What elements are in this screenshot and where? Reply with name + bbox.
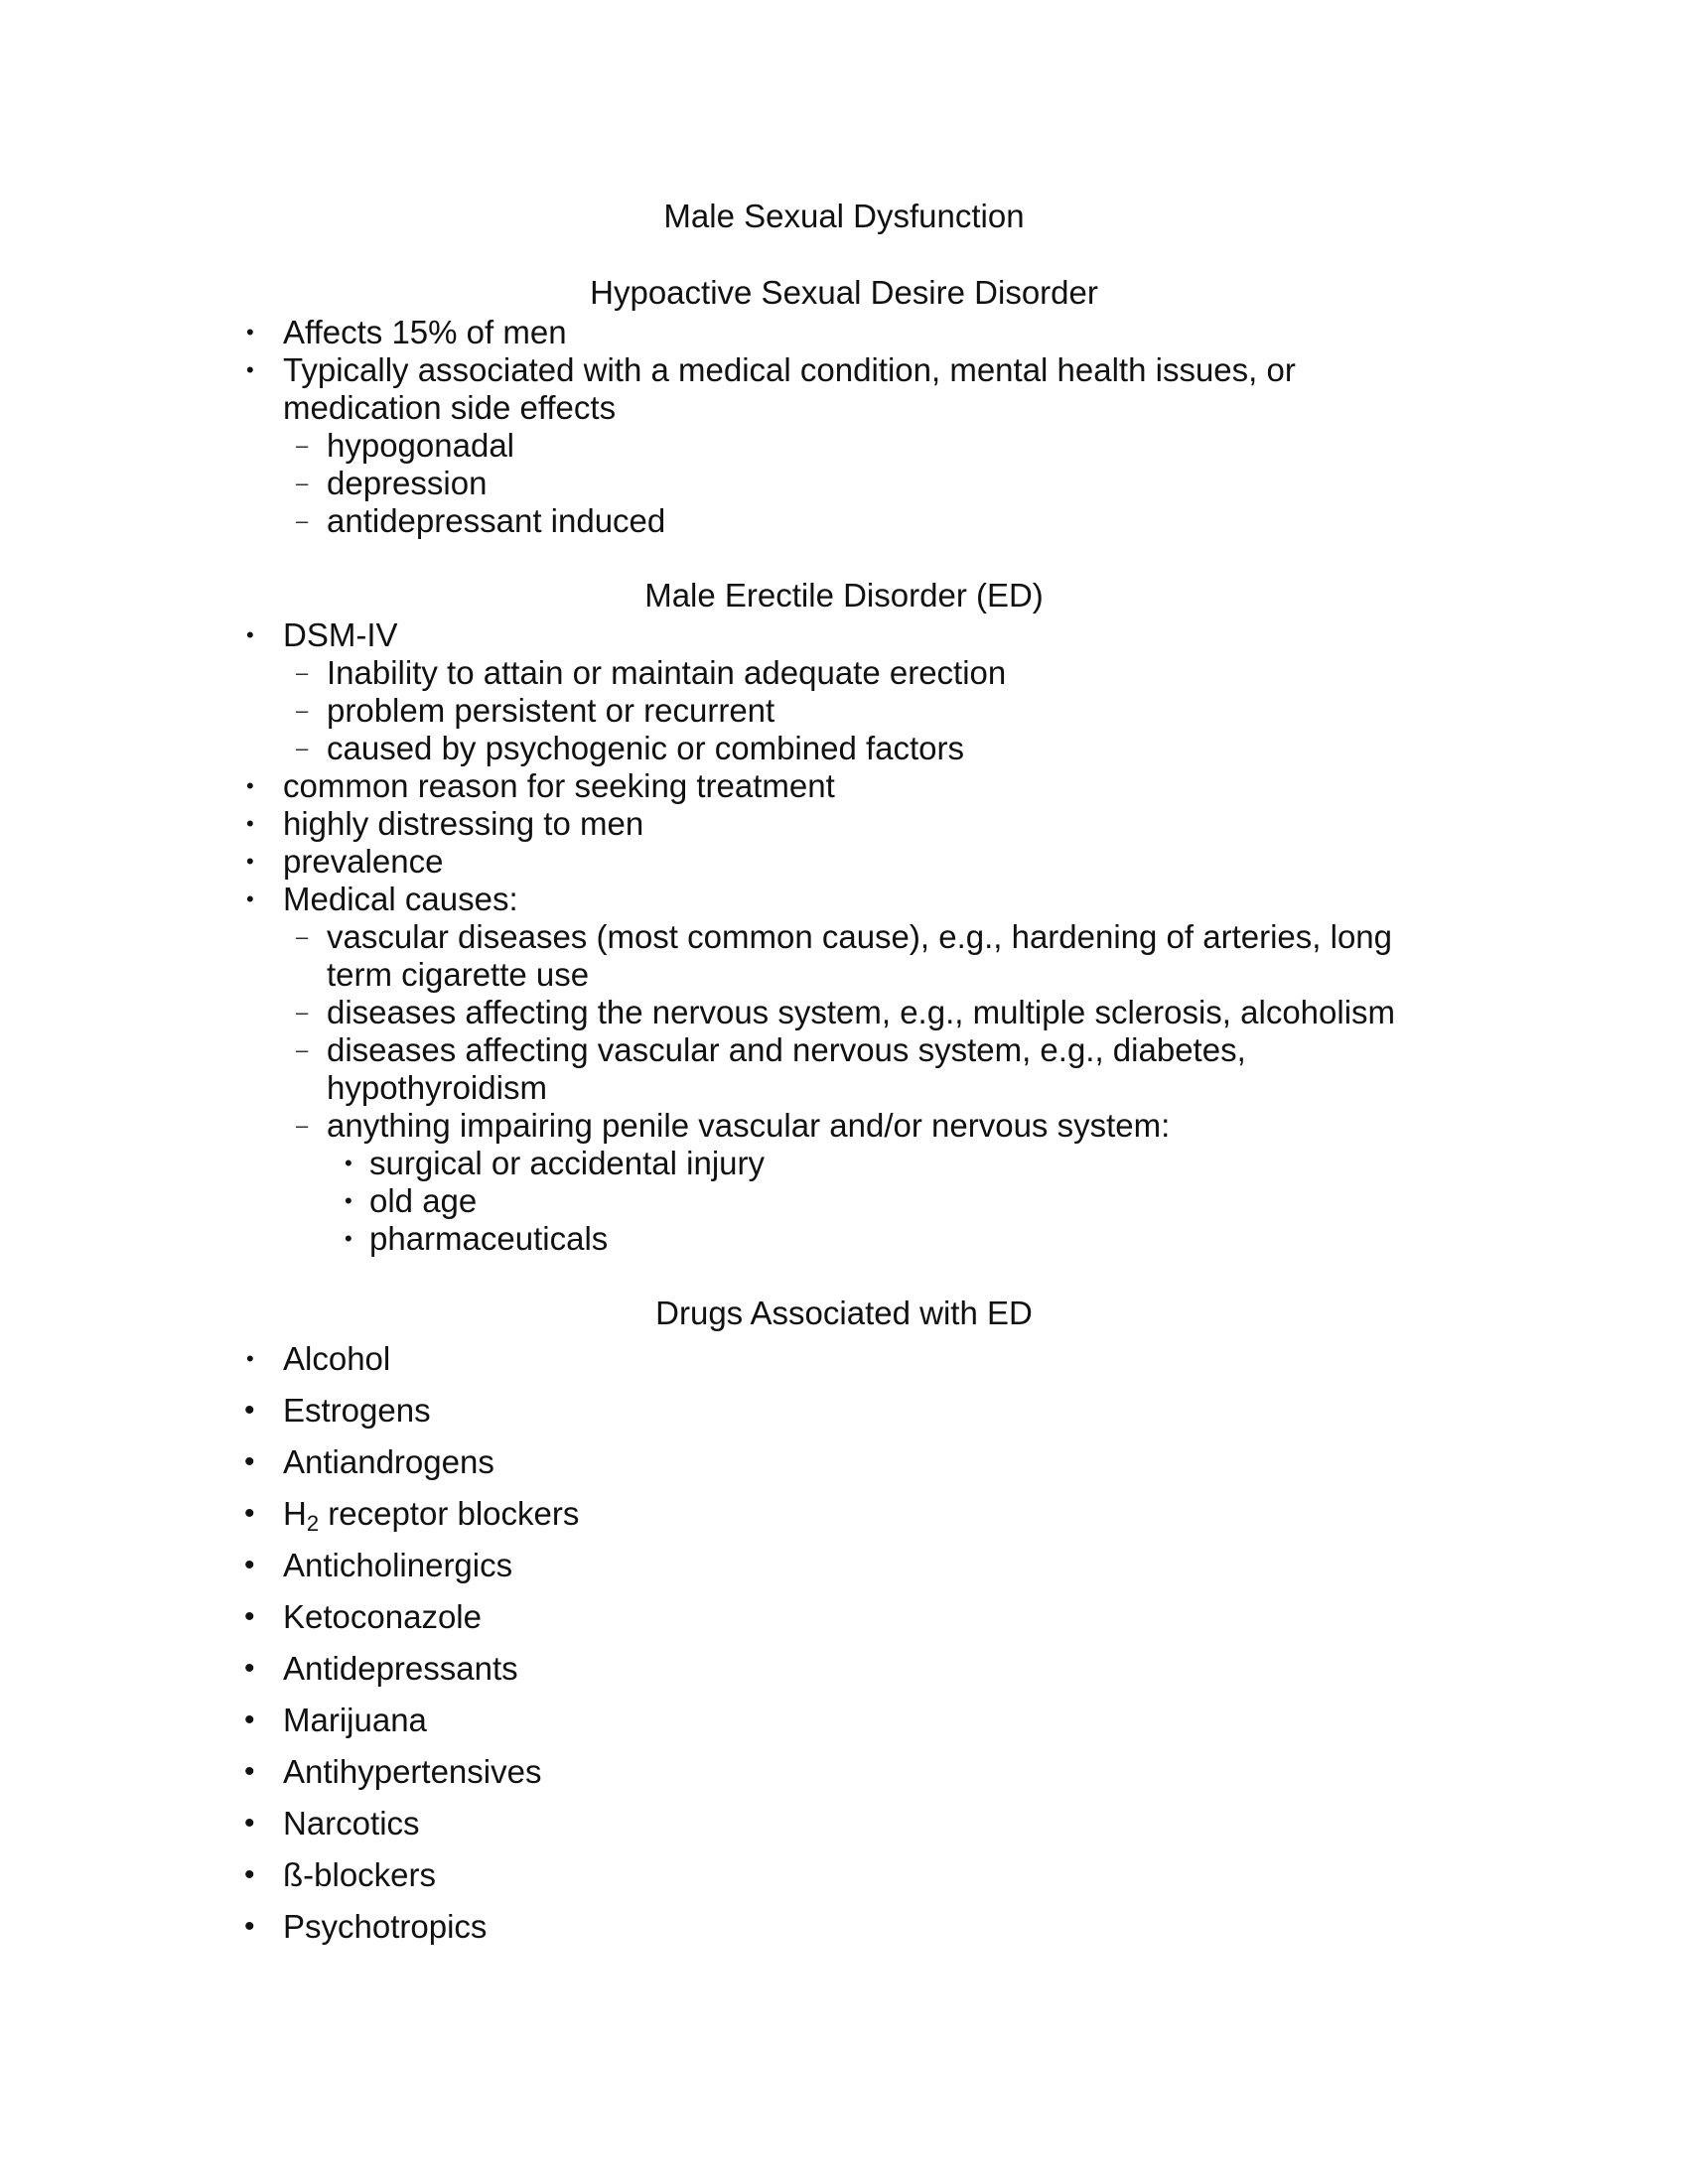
bullet-marker: •	[246, 622, 254, 647]
sub-sub-list-item: surgical or accidental injury	[369, 1145, 766, 1181]
list-item: Affects 15% of men	[283, 314, 567, 350]
bullet-marker: •	[345, 1188, 352, 1213]
dash-marker: –	[296, 433, 309, 458]
sub-list-item: diseases affecting the nervous system, e.g., multiple sclerosis, alcoholism	[327, 994, 1396, 1030]
drug-list-item: Ketoconazole	[283, 1598, 482, 1635]
section-heading-hsdd: Hypoactive Sexual Desire Disorder	[590, 274, 1098, 311]
page-title: Male Sexual Dysfunction	[663, 198, 1025, 234]
sub-list-item: Inability to attain or maintain adequate erection	[327, 654, 1007, 691]
section-heading-drugs: Drugs Associated with ED	[655, 1295, 1033, 1331]
sub-list-item: vascular diseases (most common cause), e.g., hardening of arteries, long	[327, 918, 1393, 955]
bullet-marker: •	[246, 320, 254, 344]
sub-list-item: problem persistent or recurrent	[327, 692, 775, 729]
drug-list-item: Antidepressants	[283, 1650, 518, 1687]
list-item: common reason for seeking treatment	[283, 767, 835, 804]
list-item: DSM-IV	[283, 616, 398, 653]
dash-marker: –	[296, 736, 309, 760]
drug-list-item: Antihypertensives	[283, 1753, 542, 1790]
bullet-marker: •	[244, 1497, 255, 1530]
dash-marker: –	[296, 924, 309, 949]
drug-list-item: Alcohol	[283, 1340, 391, 1377]
bullet-marker: •	[246, 1346, 254, 1371]
dash-marker: –	[296, 508, 309, 533]
drug-h2-suffix: receptor blockers	[319, 1495, 580, 1532]
list-item: prevalence	[283, 843, 444, 880]
sub-sub-list-item: pharmaceuticals	[369, 1220, 609, 1257]
sub-list-item: caused by psychogenic or combined factors	[327, 730, 965, 766]
sub-list-item: depression	[327, 465, 488, 501]
sub-list-item: antidepressant induced	[327, 502, 666, 539]
drug-list-item: Antiandrogens	[283, 1443, 494, 1480]
list-item: Typically associated with a medical condition, mental health issues, or	[283, 351, 1296, 388]
dash-marker: –	[296, 660, 309, 685]
bullet-marker: •	[246, 357, 254, 382]
bullet-marker: •	[244, 1652, 255, 1685]
drug-list-item	[283, 1495, 579, 1543]
bullet-marker: •	[244, 1445, 255, 1478]
sub-list-item: hypogonadal	[327, 427, 515, 464]
drug-list-item: Narcotics	[283, 1805, 420, 1842]
sub-list-item-continuation: term cigarette use	[327, 956, 590, 993]
dash-marker: –	[296, 1113, 309, 1138]
sub-list-item: diseases affecting vascular and nervous system, e.g., diabetes,	[327, 1031, 1246, 1068]
bullet-marker: •	[244, 1600, 255, 1633]
bullet-marker: •	[244, 1704, 255, 1736]
list-item-continuation: medication side effects	[283, 389, 617, 426]
dash-marker: –	[296, 1000, 309, 1024]
drug-h2-subscript: 2	[306, 1511, 320, 1536]
drug-list-item: Anticholinergics	[283, 1547, 513, 1583]
drug-h2-prefix: H	[283, 1495, 307, 1532]
sub-list-item: anything impairing penile vascular and/or nervous system:	[327, 1107, 1171, 1144]
dash-marker: –	[296, 1037, 309, 1062]
bullet-marker: •	[244, 1910, 255, 1943]
bullet-marker: •	[244, 1858, 255, 1891]
bullet-marker: •	[246, 773, 254, 798]
bullet-marker: •	[244, 1394, 255, 1427]
drug-list-item: Psychotropics	[283, 1908, 488, 1945]
drug-list-item: Estrogens	[283, 1392, 431, 1429]
dash-marker: –	[296, 471, 309, 495]
bullet-marker: •	[345, 1226, 352, 1251]
bullet-marker: •	[246, 849, 254, 874]
list-item: highly distressing to men	[283, 805, 644, 842]
list-item: Medical causes:	[283, 881, 518, 917]
bullet-marker: •	[246, 811, 254, 836]
bullet-marker: •	[345, 1151, 352, 1175]
sub-list-item-continuation: hypothyroidism	[327, 1069, 547, 1106]
drug-list-item: Marijuana	[283, 1702, 427, 1738]
dash-marker: –	[296, 698, 309, 723]
bullet-marker: •	[246, 887, 254, 911]
bullet-marker: •	[244, 1549, 255, 1581]
sub-sub-list-item: old age	[369, 1182, 478, 1219]
bullet-marker: •	[244, 1755, 255, 1788]
section-heading-ed: Male Erectile Disorder (ED)	[644, 577, 1044, 614]
drug-list-item: ß-blockers	[283, 1856, 437, 1893]
bullet-marker: •	[244, 1807, 255, 1840]
